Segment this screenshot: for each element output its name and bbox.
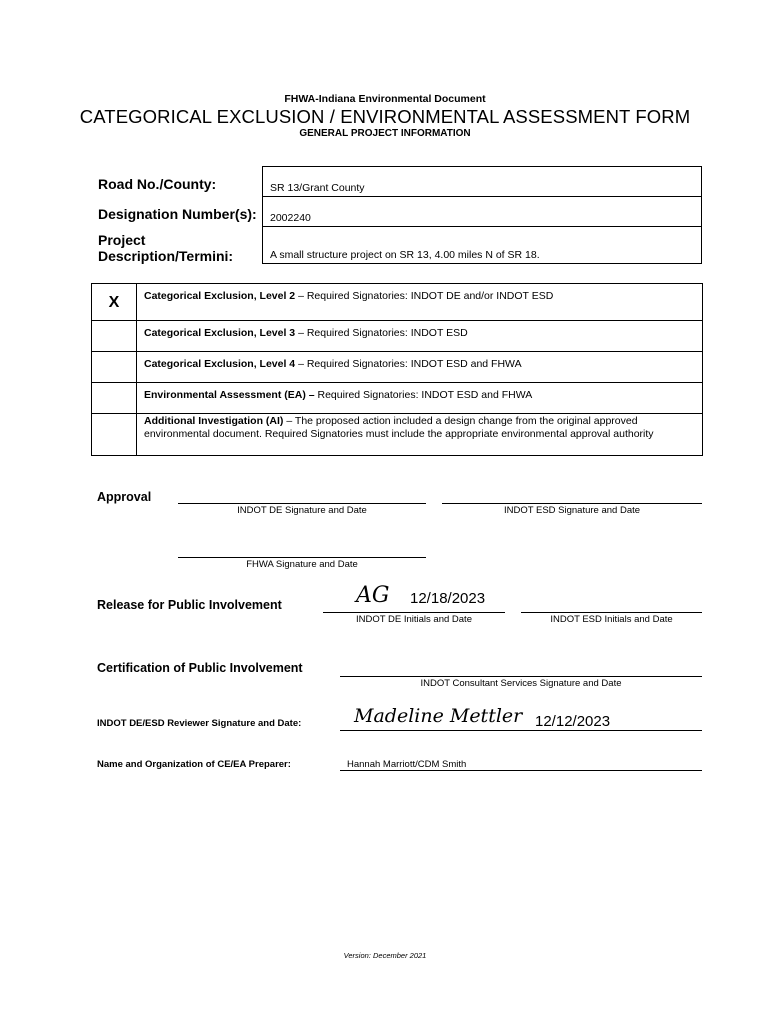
release-label: Release for Public Involvement (97, 598, 282, 612)
fhwa-signature-caption: FHWA Signature and Date (246, 559, 358, 570)
checkbox-mark: X (108, 294, 120, 311)
de-initials-line[interactable] (323, 612, 505, 613)
de-initials-caption: INDOT DE Initials and Date (356, 614, 472, 625)
document-agency: FHWA-Indiana Environmental Document (284, 93, 486, 105)
category-checkbox[interactable] (92, 383, 137, 414)
category-row (92, 321, 703, 352)
designation-value: 2002240 (270, 212, 311, 224)
category-row (92, 414, 703, 456)
category-description: – The proposed action included a design change from the original approved environmental document. Required Signatories must include the appropriate environmental approval authority (144, 415, 654, 440)
category-row (92, 383, 703, 414)
reviewer-signature-line[interactable] (340, 730, 702, 731)
category-text (137, 321, 703, 352)
category-text (137, 284, 703, 321)
esd-signature-caption: INDOT ESD Signature and Date (503, 505, 641, 516)
description-field[interactable] (262, 226, 702, 264)
consultant-signature-caption: INDOT Consultant Services Signature and Date (420, 678, 622, 689)
category-row (92, 284, 703, 321)
category-description: – Required Signatories: INDOT ESD (295, 327, 468, 339)
preparer-value: Hannah Marriott/CDM Smith (347, 759, 467, 770)
document-subtitle: GENERAL PROJECT INFORMATION (299, 128, 471, 139)
category-description: – Required Signatories: INDOT DE and/or INDOT ESD (295, 290, 554, 302)
reviewer-signature-handwritten: Madeline Mettler (354, 705, 523, 727)
category-description: Required Signatories: INDOT ESD and FHWA (314, 389, 533, 401)
esd-initials-line[interactable] (521, 612, 702, 613)
certification-label: Certification of Public Involvement (97, 661, 303, 675)
category-table (91, 283, 703, 456)
road-county-label: Road No./County: (98, 176, 217, 192)
consultant-signature-line[interactable] (340, 676, 702, 677)
fhwa-signature-line[interactable] (178, 557, 426, 558)
reviewer-date: 12/12/2023 (535, 713, 611, 730)
description-label-line2: Description/Termini: (98, 248, 234, 264)
description-value: A small structure project on SR 13, 4.00 miles N of SR 18. (270, 249, 540, 261)
category-title: Categorical Exclusion, Level 4 (144, 358, 296, 370)
category-text (137, 414, 703, 456)
de-initials-handwritten: AG (356, 583, 390, 608)
document-title: CATEGORICAL EXCLUSION / ENVIRONMENTAL ASSESSMENT FORM (79, 106, 691, 127)
category-text (137, 352, 703, 383)
category-text (137, 383, 703, 414)
designation-label: Designation Number(s): (98, 206, 257, 222)
category-title: Environmental Assessment (EA) – (144, 389, 315, 401)
esd-signature-line[interactable] (442, 503, 702, 504)
reviewer-label: INDOT DE/ESD Reviewer Signature and Date: (97, 718, 302, 729)
category-checkbox[interactable] (92, 414, 137, 456)
category-row (92, 352, 703, 383)
preparer-line[interactable] (340, 770, 702, 771)
road-county-value: SR 13/Grant County (270, 182, 365, 194)
category-title: Categorical Exclusion, Level 3 (144, 327, 296, 339)
designation-field[interactable] (262, 196, 702, 227)
version-footer: Version: December 2021 (343, 951, 427, 960)
category-checkbox[interactable] (92, 284, 137, 321)
category-title: Categorical Exclusion, Level 2 (144, 290, 296, 302)
approval-label: Approval (97, 490, 152, 504)
de-signature-line[interactable] (178, 503, 426, 504)
category-description: – Required Signatories: INDOT ESD and FHWA (295, 358, 522, 370)
road-county-field[interactable] (262, 166, 702, 197)
preparer-label: Name and Organization of CE/EA Preparer: (97, 759, 291, 770)
description-label-line1: Project (98, 232, 146, 248)
category-checkbox[interactable] (92, 352, 137, 383)
category-title: Additional Investigation (AI) (144, 415, 284, 427)
category-checkbox[interactable] (92, 321, 137, 352)
de-signature-caption: INDOT DE Signature and Date (237, 505, 367, 516)
esd-initials-caption: INDOT ESD Initials and Date (550, 614, 673, 625)
release-date: 12/18/2023 (410, 590, 486, 607)
